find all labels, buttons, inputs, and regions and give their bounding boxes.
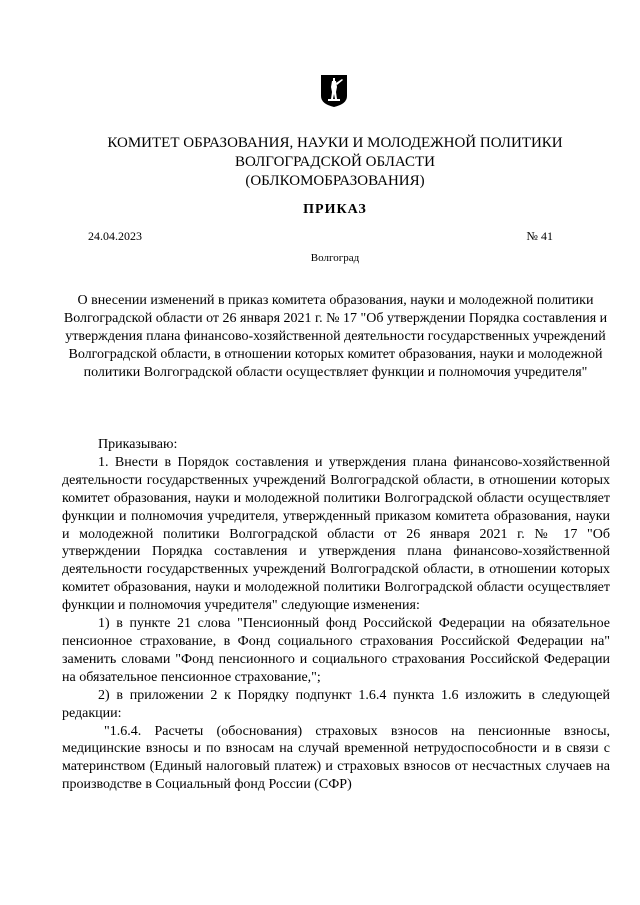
quoted-paragraph: "1.6.4. Расчеты (обоснования) страховых взносов на пенсионные взносы, медицинские взносы и по взносам на случай временной нетрудоспособности и в связи с материнством (Единый налоговый платеж) и страховых взносов от несчастных случаев на производстве в Социальный фонд России (СФР) <box>62 723 610 793</box>
document-city: Волгоград <box>310 252 360 264</box>
document-date: 24.04.2023 <box>88 229 142 243</box>
volgograd-emblem-icon <box>320 74 348 108</box>
order-word: Приказываю: <box>98 437 178 452</box>
document-type: ПРИКАЗ <box>303 202 367 217</box>
document-number: № 41 <box>526 229 553 243</box>
org-name-line-1: КОМИТЕТ ОБРАЗОВАНИЯ, НАУКИ И МОЛОДЕЖНОЙ ПОЛИТИКИ <box>107 135 563 151</box>
document-subject: О внесении изменений в приказ комитета образования, науки и молодежной политики Волгоградской области от 26 января 2021 г. № 17 "Об утверждении Порядка составления и утверждения плана финансово-хозяйственной деятельности государственных учреждений Волгоградской области, в отношении которых комитет образования, науки и молодежной политики Волгоградской области осуществляет функции и полномочия учредителя" <box>63 293 608 380</box>
subitem-1-paragraph: 1) в пункте 21 слова "Пенсионный фонд Российской Федерации на обязательное пенсионное страхование, в Фонд социального страхования Российской Федерации на" заменить словами "Фонд пенсионного и социального страхования Российской Федерации на обязательное пенсионное страхование,"; <box>62 616 610 685</box>
document-body <box>62 436 610 794</box>
organization-name <box>40 134 630 191</box>
item-1-paragraph: 1. Внести в Порядок составления и утверждения плана финансово-хозяйственной деятельности государственных учреждений Волгоградской области, в отношении которых комитет образования, науки и молодежной политики Волгоградской области осуществляет функции и полномочия учредителя, утвержденный приказом комитета образования, науки и молодежной политики Волгоградской области от 26 января 2021 г. № 17 "Об утверждении Порядка составления и утверждения плана финансово-хозяйственной деятельности государственных учреждений Волгоградской области, в отношении которых комитет образования, науки и молодежной политики Волгоградской области осуществляет функции и полномочия учредителя" следующие изменения: <box>62 454 610 614</box>
org-name-line-3: (ОБЛКОМОБРАЗОВАНИЯ) <box>245 173 425 189</box>
org-name-line-2: ВОЛГОГРАДСКОЙ ОБЛАСТИ <box>235 154 435 170</box>
subitem-2-paragraph: 2) в приложении 2 к Порядку подпункт 1.6.4 пункта 1.6 изложить в следующей редакции: <box>62 687 610 721</box>
